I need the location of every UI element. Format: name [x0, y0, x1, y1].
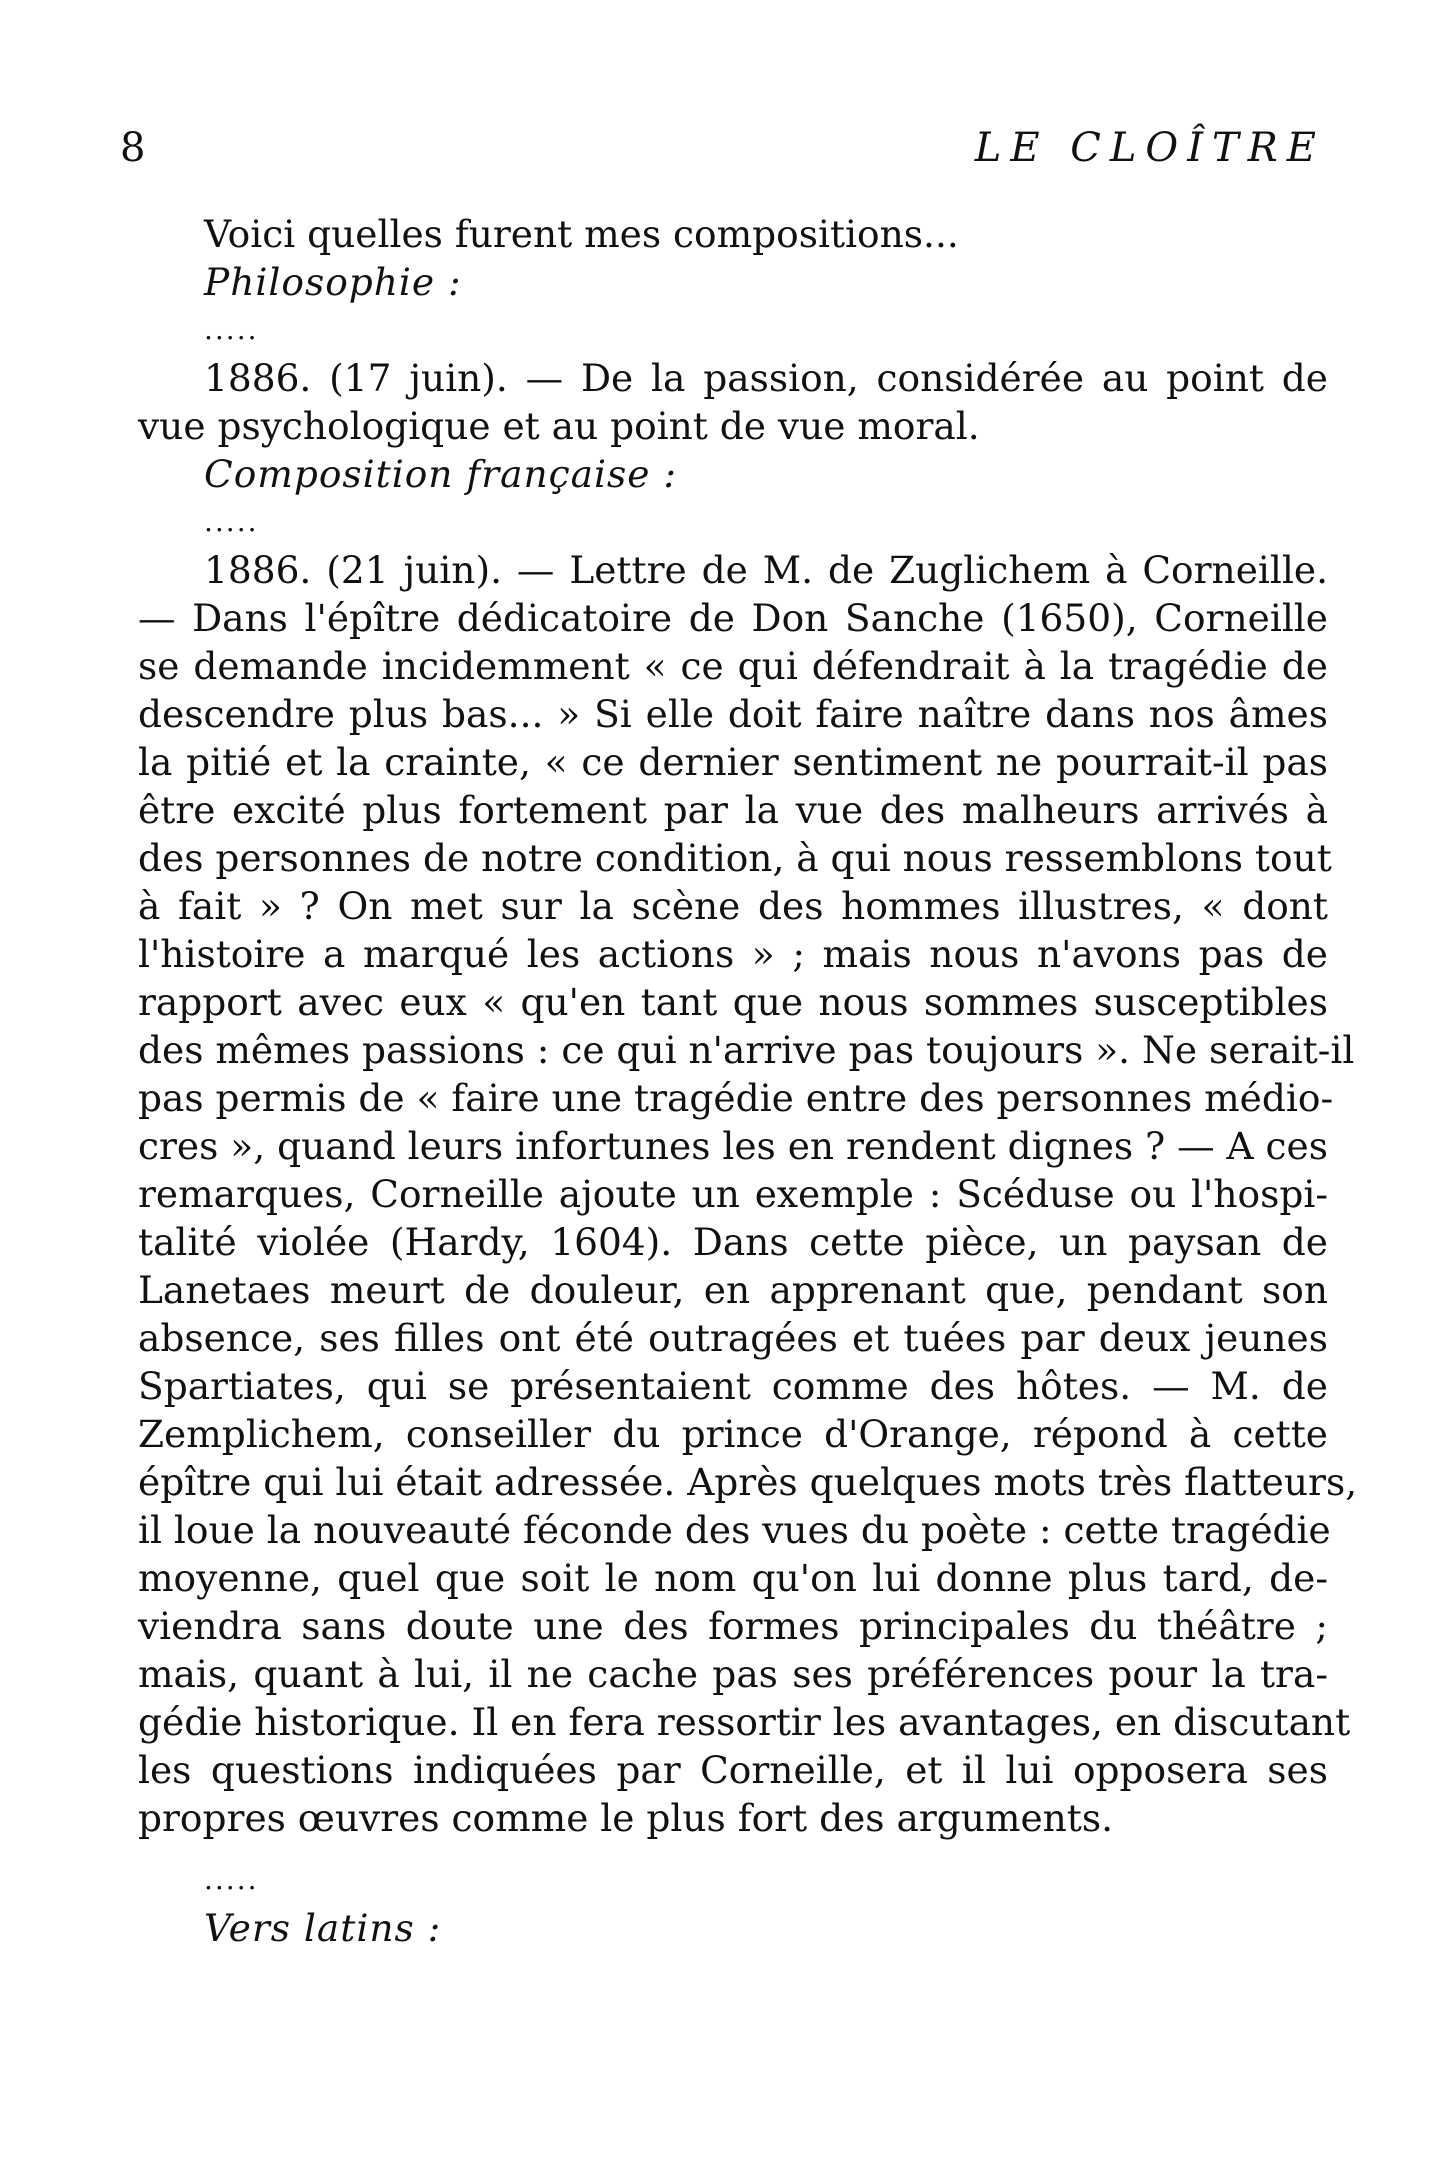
- text-line: mais, quant à lui, il ne cache pas ses préférences pour la tra-: [138, 1652, 1328, 1696]
- text-line: vue psychologique et au point de vue moral.: [138, 404, 980, 448]
- text-line: rapport avec eux « qu'en tant que nous sommes susceptibles: [138, 980, 1328, 1024]
- page-number: 8: [120, 125, 146, 171]
- text-line: se demande incidemment « ce qui défendrait à la tragédie de: [138, 644, 1328, 688]
- text-line: il loue la nouveauté féconde des vues du poète : cette tragédie: [138, 1508, 1331, 1552]
- section-heading: Philosophie :: [204, 260, 462, 304]
- text-line: les questions indiquées par Corneille, et il lui opposera ses: [138, 1748, 1328, 1792]
- section-heading: Composition française :: [204, 452, 678, 496]
- ellipsis-separator: .....: [204, 1863, 259, 1896]
- text-line: moyenne, quel que soit le nom qu'on lui donne plus tard, de-: [138, 1556, 1328, 1600]
- text-line: viendra sans doute une des formes principales du théâtre ;: [138, 1604, 1328, 1648]
- text-line: épître qui lui était adressée. Après quelques mots très flatteurs,: [138, 1460, 1358, 1504]
- text-line: remarques, Corneille ajoute un exemple : Scéduse ou l'hospi-: [138, 1172, 1328, 1216]
- text-line: des mêmes passions : ce qui n'arrive pas toujours ». Ne serait-il: [138, 1028, 1355, 1072]
- text-line: cres », quand leurs infortunes les en rendent dignes ? — A ces: [138, 1124, 1328, 1168]
- text-line: gédie historique. Il en fera ressortir les avantages, en discutant: [138, 1700, 1351, 1744]
- text-line: pas permis de « faire une tragédie entre des personnes médio-: [138, 1076, 1334, 1120]
- ellipsis-separator: .....: [204, 313, 259, 346]
- text-line: Zemplichem, conseiller du prince d'Orange, répond à cette: [138, 1412, 1328, 1456]
- ellipsis-separator: .....: [204, 505, 259, 538]
- text-line: des personnes de notre condition, à qui nous ressemblons tout: [138, 836, 1332, 880]
- text-line: 1886. (17 juin). — De la passion, considérée au point de: [204, 356, 1328, 400]
- text-line: talité violée (Hardy, 1604). Dans cette pièce, un paysan de: [138, 1220, 1328, 1264]
- text-line: Spartiates, qui se présentaient comme des hôtes. — M. de: [138, 1364, 1328, 1408]
- text-line: — Dans l'épître dédicatoire de Don Sanche (1650), Corneille: [138, 596, 1328, 640]
- text-line: Voici quelles furent mes compositions...: [204, 212, 959, 256]
- section-heading: Vers latins :: [204, 1906, 442, 1950]
- page-header: [120, 118, 1325, 178]
- text-line: Lanetaes meurt de douleur, en apprenant que, pendant son: [138, 1268, 1328, 1312]
- running-title: LE CLOÎTRE: [974, 125, 1325, 171]
- text-line: 1886. (21 juin). — Lettre de M. de Zuglichem à Corneille.: [204, 548, 1328, 592]
- text-line: à fait » ? On met sur la scène des hommes illustres, « dont: [138, 884, 1328, 928]
- text-line: propres œuvres comme le plus fort des arguments.: [138, 1796, 1114, 1840]
- text-line: descendre plus bas... » Si elle doit faire naître dans nos âmes: [138, 692, 1328, 736]
- body-text: [138, 210, 1358, 1952]
- text-line: l'histoire a marqué les actions » ; mais nous n'avons pas de: [138, 932, 1328, 976]
- text-line: être excité plus fortement par la vue des malheurs arrivés à: [138, 788, 1328, 832]
- text-line: la pitié et la crainte, « ce dernier sentiment ne pourrait-il pas: [138, 740, 1328, 784]
- text-line: absence, ses filles ont été outragées et tuées par deux jeunes: [138, 1316, 1328, 1360]
